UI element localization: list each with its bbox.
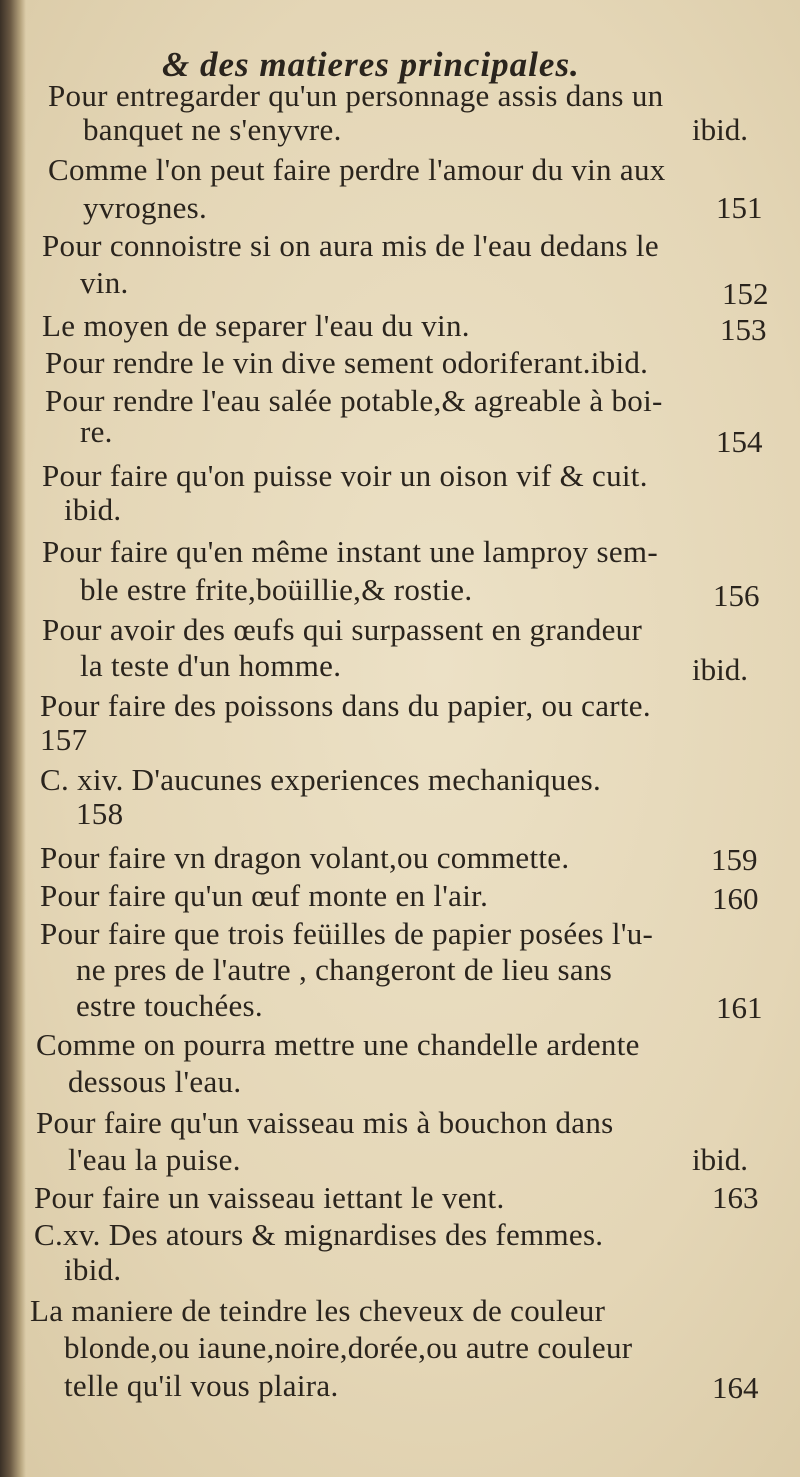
index-line: Pour faire des poissons dans du papier, ou carte. bbox=[40, 688, 651, 723]
index-line: Comme l'on peut faire perdre l'amour du vin aux bbox=[48, 152, 666, 187]
page-ref: 154 bbox=[716, 424, 763, 459]
index-line: Pour entregarder qu'un personnage assis dans un bbox=[48, 78, 664, 113]
index-line: Pour faire qu'on puisse voir un oison vif & cuit. bbox=[42, 458, 648, 493]
index-line: vin. bbox=[80, 265, 129, 300]
index-line: ble estre frite,boüillie,& rostie. bbox=[80, 572, 473, 607]
page-ref: 159 bbox=[711, 842, 758, 877]
index-line: yvrognes. bbox=[83, 190, 208, 225]
index-line: Pour faire vn dragon volant,ou commette. bbox=[40, 840, 570, 875]
index-line: banquet ne s'enyvre. bbox=[83, 112, 342, 147]
page-ref: 156 bbox=[713, 578, 760, 613]
index-line: Comme on pourra mettre une chandelle ardente bbox=[36, 1027, 640, 1062]
page-ref: 161 bbox=[716, 990, 763, 1025]
index-line: l'eau la puise. bbox=[68, 1142, 241, 1177]
index-line: ibid. bbox=[64, 492, 122, 527]
index-line: La maniere de teindre les cheveux de couleur bbox=[30, 1293, 606, 1328]
index-line: 157 bbox=[40, 722, 88, 757]
index-line: Le moyen de separer l'eau du vin. bbox=[42, 308, 470, 343]
index-line: Pour avoir des œufs qui surpassent en grandeur bbox=[42, 612, 643, 647]
page-ref: ibid. bbox=[692, 1142, 748, 1177]
index-line: ne pres de l'autre , changeront de lieu sans bbox=[76, 952, 613, 987]
index-line: re. bbox=[80, 414, 113, 449]
index-line: Pour faire qu'en même instant une lamproy sem- bbox=[42, 534, 658, 569]
index-line: Pour faire qu'un vaisseau mis à bouchon dans bbox=[36, 1105, 614, 1140]
index-line: C. xiv. D'aucunes experiences mechaniques. bbox=[40, 762, 602, 797]
index-line: Pour faire un vaisseau iettant le vent. bbox=[34, 1180, 505, 1215]
page-ref: 164 bbox=[712, 1370, 759, 1405]
index-line: Pour faire qu'un œuf monte en l'air. bbox=[40, 878, 489, 913]
page-ref: ibid. bbox=[692, 652, 748, 687]
page-ref: 151 bbox=[716, 190, 763, 225]
index-line: telle qu'il vous plaira. bbox=[64, 1368, 339, 1403]
index-line: blonde,ou iaune,noire,dorée,ou autre couleur bbox=[64, 1330, 633, 1365]
index-line: ibid. bbox=[64, 1252, 122, 1287]
page-ref: 163 bbox=[712, 1180, 759, 1215]
page-ref: ibid. bbox=[692, 112, 748, 147]
index-line: dessous l'eau. bbox=[68, 1064, 242, 1099]
index-line: C.xv. Des atours & mignardises des femmes. bbox=[34, 1217, 604, 1252]
index-line: estre touchées. bbox=[76, 988, 263, 1023]
page-ref: 153 bbox=[720, 312, 767, 347]
index-line: Pour faire que trois feüilles de papier posées l'u- bbox=[40, 916, 654, 951]
page-ref: 152 bbox=[722, 276, 769, 311]
page-ref: 160 bbox=[712, 881, 759, 916]
running-head: & des matieres principales. bbox=[162, 45, 580, 84]
index-line: Pour connoistre si on aura mis de l'eau dedans le bbox=[42, 228, 659, 263]
index-line: Pour rendre le vin dive sement odoriferant.ibid. bbox=[45, 345, 649, 380]
index-line: 158 bbox=[76, 796, 124, 831]
index-line: Pour rendre l'eau salée potable,& agreable à boi- bbox=[45, 383, 663, 418]
index-line: la teste d'un homme. bbox=[80, 648, 342, 683]
